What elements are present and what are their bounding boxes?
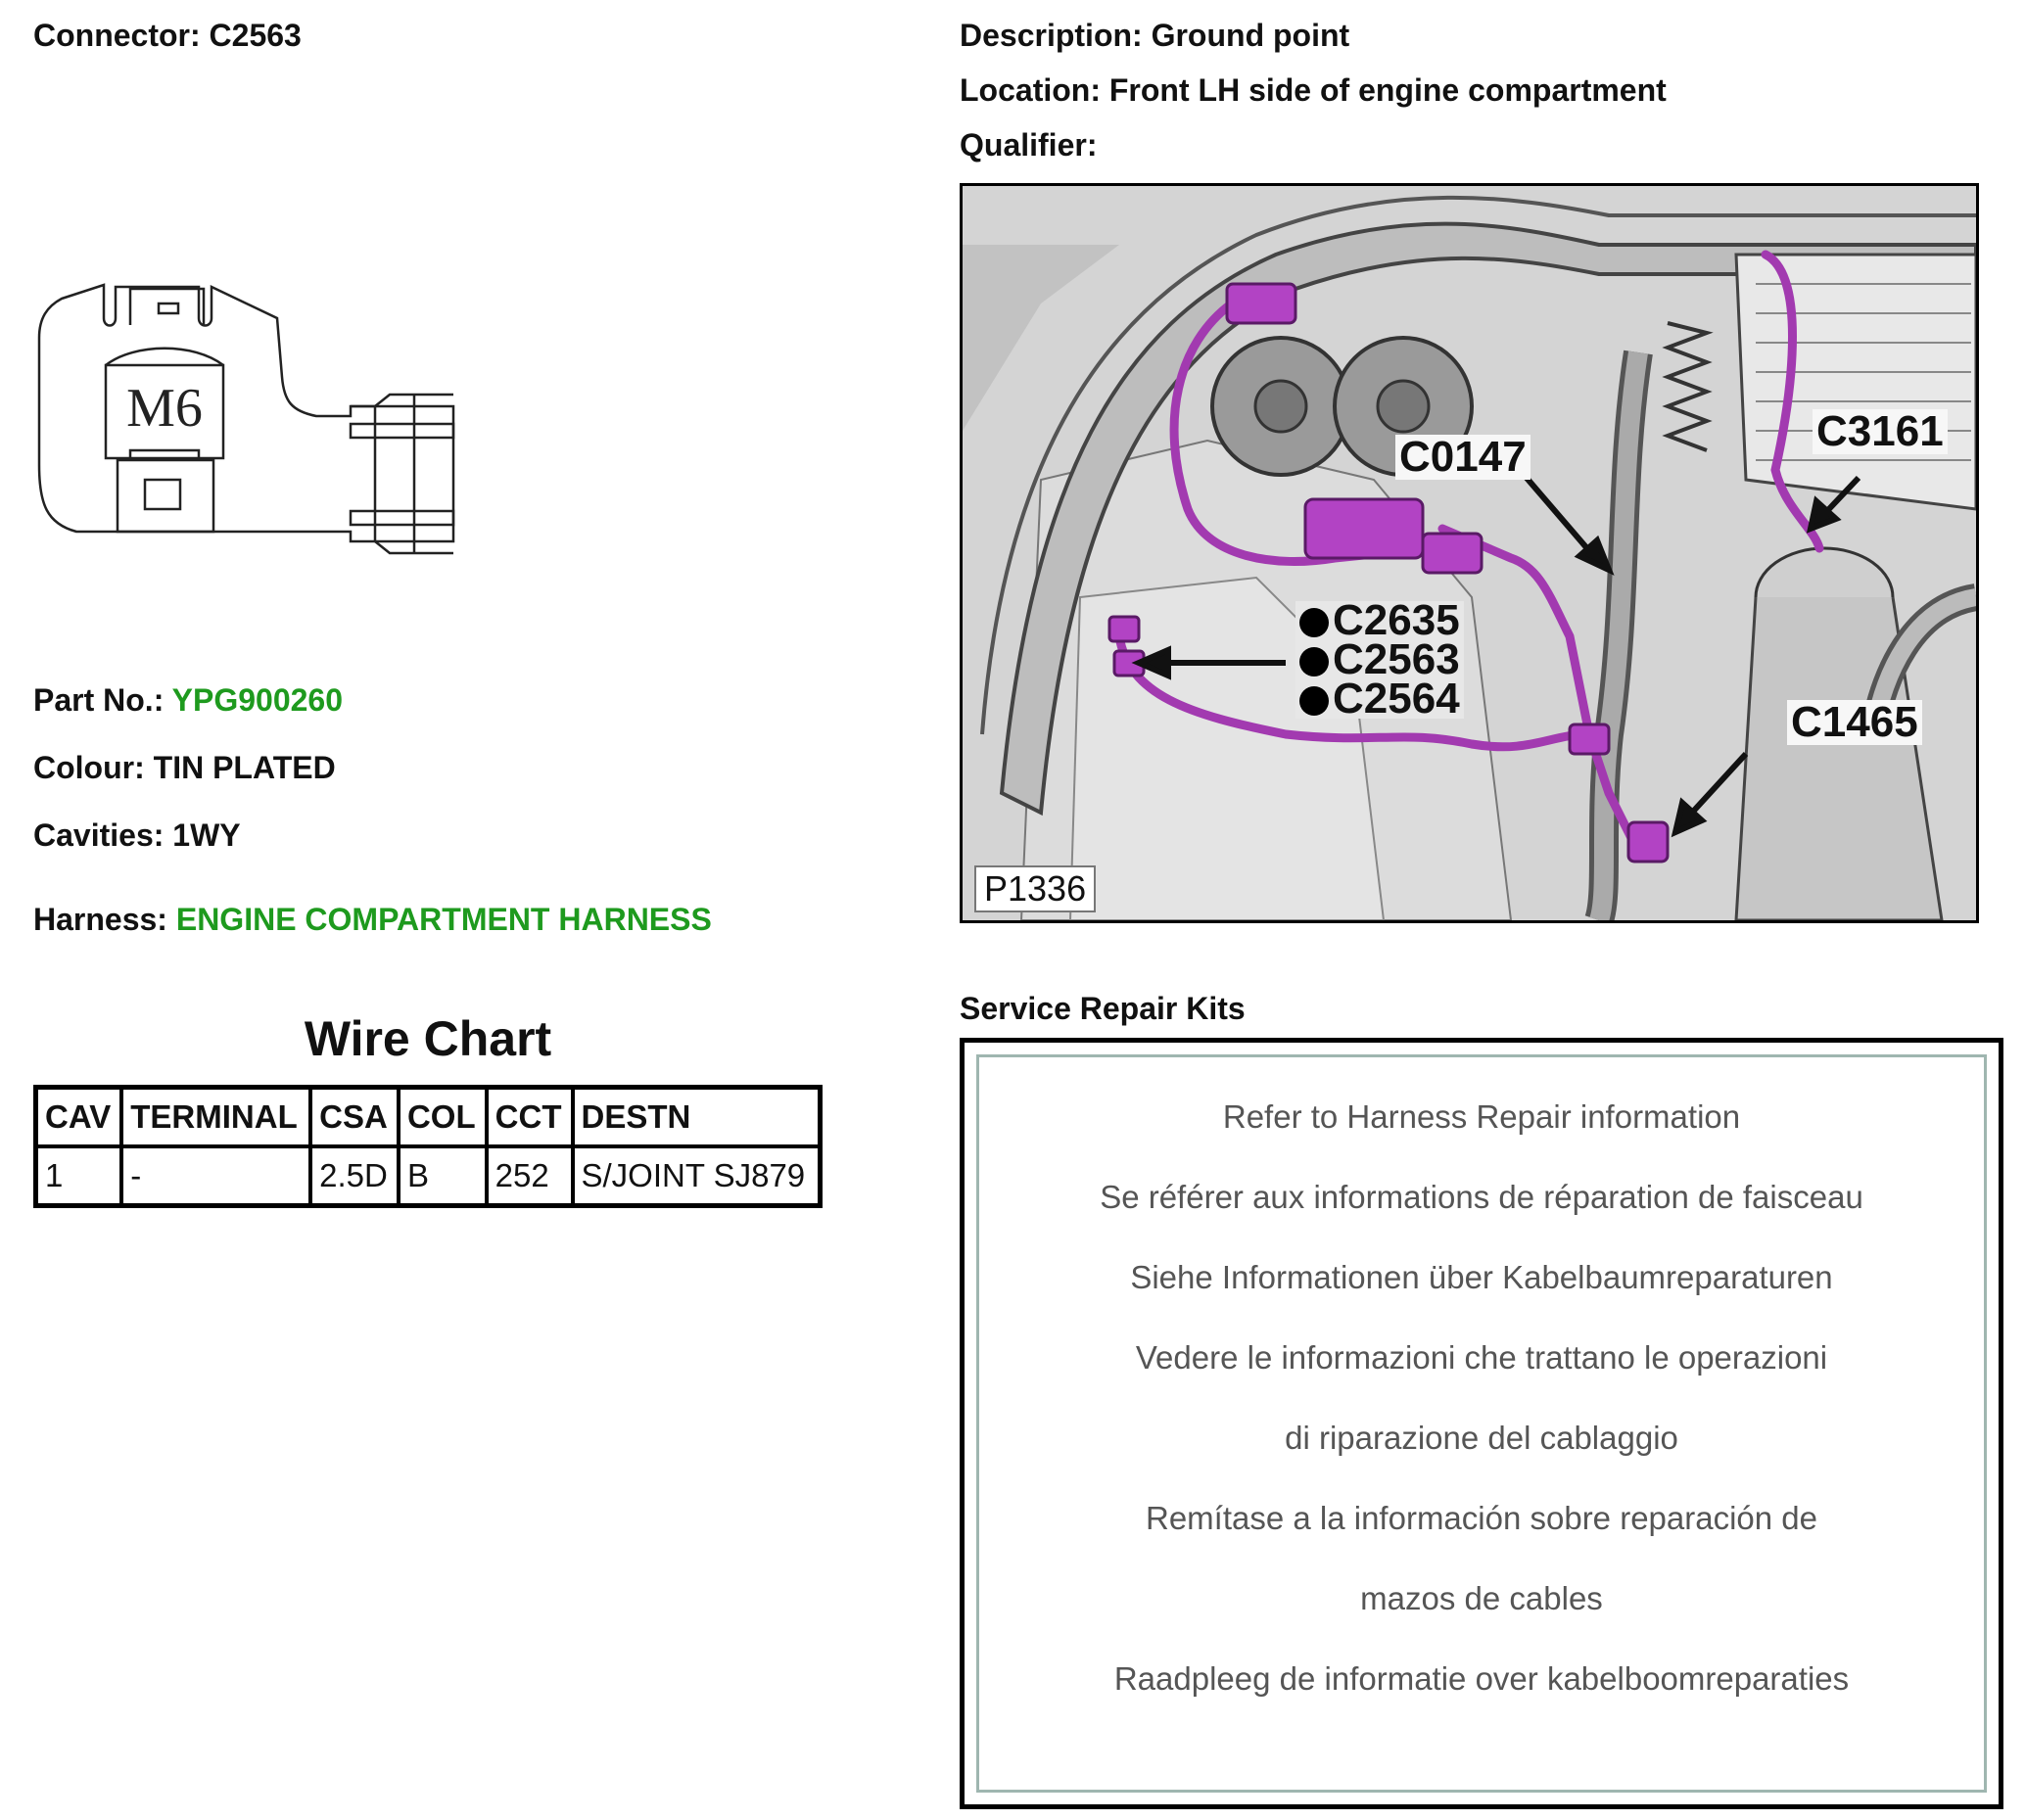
callout-c2564-label: C2564 [1333, 675, 1460, 723]
wire-chart-col-col: COL [399, 1088, 487, 1147]
wire-chart-col-csa: CSA [310, 1088, 399, 1147]
wire-chart-col-destn: DESTN [573, 1088, 821, 1147]
repair-info-line: Raadpleeg de informatie over kabelboomreparaties [1113, 1660, 1850, 1697]
callout-group [1295, 596, 1464, 723]
callout-c2635-label: C2635 [1333, 596, 1460, 644]
part-no-value: YPG900260 [171, 682, 344, 718]
description-value: Ground point [1151, 18, 1350, 53]
repair-info-line: Se référer aux informations de réparation de faisceau [1100, 1179, 1863, 1215]
description-line [960, 18, 1349, 54]
callout-c3161: C3161 [1813, 409, 1948, 454]
bullet-icon [1299, 647, 1329, 677]
description-label: Description: [960, 18, 1143, 53]
table-cell: B [399, 1146, 487, 1206]
cavities-label: Cavities: [33, 817, 165, 853]
wire-chart-col-terminal: TERMINAL [121, 1088, 310, 1147]
connector-label: Connector: [33, 18, 201, 53]
colour-line [33, 750, 336, 786]
connector-heading [33, 18, 302, 54]
colour-value: TIN PLATED [153, 750, 336, 785]
table-cell: 252 [487, 1146, 573, 1206]
service-repair-kits-box [960, 1038, 2003, 1809]
location-line [960, 72, 1667, 109]
service-repair-kits-title: Service Repair Kits [960, 991, 1246, 1026]
callout-c2635 [1299, 596, 1460, 644]
wire-chart-title: Wire Chart [304, 1011, 552, 1066]
table-cell: S/JOINT SJ879 [573, 1146, 821, 1206]
cavities-value: 1WY [172, 817, 241, 853]
location-label: Location: [960, 72, 1101, 108]
table-cell: 1 [36, 1146, 122, 1206]
connector-value: C2563 [209, 18, 302, 53]
wire-chart-col-cav: CAV [36, 1088, 122, 1147]
harness-value: ENGINE COMPARTMENT HARNESS [175, 902, 712, 937]
engine-compartment-drawing [963, 186, 1976, 920]
repair-info-line: Vedere le informazioni che trattano le operazioni [1135, 1339, 1828, 1376]
callout-c1465: C1465 [1787, 700, 1922, 745]
part-no-label: Part No.: [33, 682, 165, 718]
bullet-icon [1299, 686, 1329, 716]
table-cell: - [121, 1146, 310, 1206]
repair-info-line: mazos de cables [1360, 1580, 1603, 1616]
repair-info-line: di riparazione del cablaggio [1285, 1420, 1678, 1456]
wire-chart-table [33, 1085, 823, 1208]
callout-c2564 [1299, 675, 1460, 723]
location-value: Front LH side of engine compartment [1108, 72, 1667, 108]
wire-chart-col-cct: CCT [487, 1088, 573, 1147]
figure-id: P1336 [974, 865, 1096, 912]
repair-info-line: Remítase a la información sobre reparación de [1145, 1500, 1818, 1536]
location-illustration [960, 183, 1979, 923]
part-no-line [33, 682, 343, 719]
harness-line [33, 902, 712, 938]
qualifier-label: Qualifier: [960, 127, 1098, 163]
callout-c2563-label: C2563 [1333, 635, 1460, 683]
connector-face-drawing [37, 279, 532, 558]
connector-marking: M6 [126, 378, 203, 439]
bullet-icon [1299, 608, 1329, 637]
cavities-line [33, 817, 241, 854]
table-row [36, 1146, 821, 1206]
wire-chart-header-row [36, 1088, 821, 1147]
qualifier-line [960, 127, 1097, 163]
callout-c2563 [1299, 635, 1460, 683]
repair-info-line: Refer to Harness Repair information [1222, 1098, 1741, 1135]
table-cell: 2.5D [310, 1146, 399, 1206]
colour-label: Colour: [33, 750, 145, 785]
callout-c0147: C0147 [1395, 435, 1531, 480]
repair-info-line: Siehe Informationen über Kabelbaumreparaturen [1130, 1259, 1833, 1295]
service-repair-kits-inner [976, 1054, 1987, 1793]
harness-label: Harness: [33, 902, 167, 937]
